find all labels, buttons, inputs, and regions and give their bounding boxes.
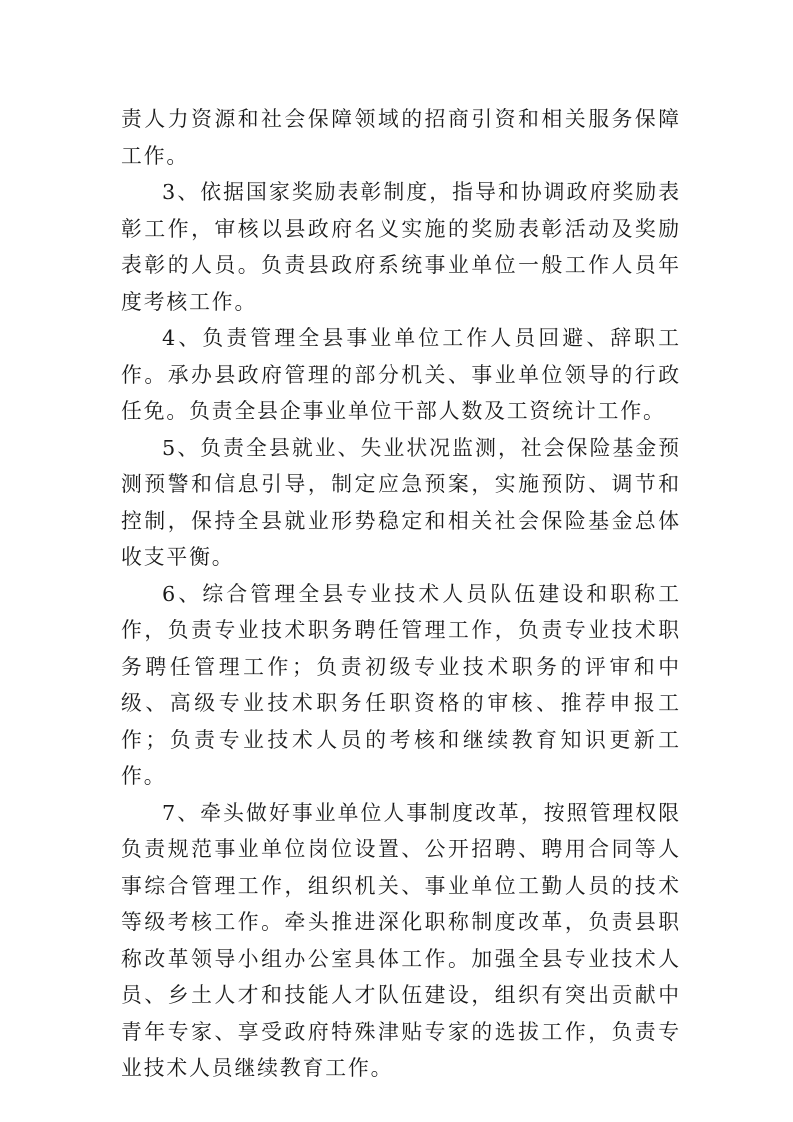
paragraph-continuation: 责人力资源和社会保障领域的招商引资和相关服务保障工作。 xyxy=(121,107,681,168)
paragraph-item-7: 7、牵头做好事业单位人事制度改革，按照管理权限负责规范事业单位岗位设置、公开招聘、聘用合同等人事综合管理工作，组织机关、事业单位工勤人员的技术等级考核工作。牵头推进深化职称制度改革，负责县职称改革领导小组办公室具体工作。加强全县专业技术人员、乡土人才和技能人才队伍建设，组织有突出贡献中青年专家、享受政府特殊津贴专家的选拔工作，负责专业技术人员继续教育工作。 xyxy=(121,800,681,1080)
document-body xyxy=(121,101,681,1087)
paragraph-item-5: 5、负责全县就业、失业状况监测，社会保险基金预测预警和信息引导，制定应急预案，实施预防、调节和控制，保持全县就业形势稳定和相关社会保险基金总体收支平衡。 xyxy=(121,435,681,569)
paragraph-item-3: 3、依据国家奖励表彰制度，指导和协调政府奖励表彰工作，审核以县政府名义实施的奖励表彰活动及奖励表彰的人员。负责县政府系统事业单位一般工作人员年度考核工作。 xyxy=(121,180,681,314)
paragraph-item-4: 4、负责管理全县事业单位工作人员回避、辞职工作。承办县政府管理的部分机关、事业单位领导的行政任免。负责全县企事业单位干部人数及工资统计工作。 xyxy=(121,326,681,423)
paragraph-item-6: 6、综合管理全县专业技术人员队伍建设和职称工作，负责专业技术职务聘任管理工作，负责专业技术职务聘任管理工作；负责初级专业技术职务的评审和中级、高级专业技术职务任职资格的审核、推荐申报工作；负责专业技术人员的考核和继续教育知识更新工作。 xyxy=(121,581,681,788)
